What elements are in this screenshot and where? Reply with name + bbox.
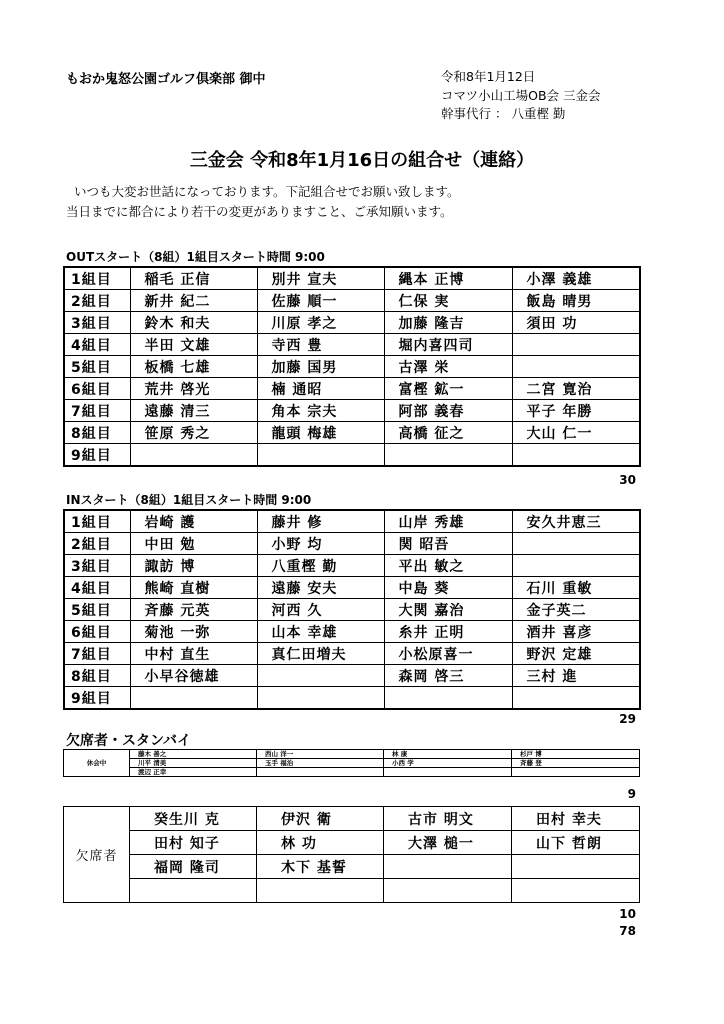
standby-row — [64, 750, 640, 759]
group-row — [64, 444, 640, 467]
intro-line-1: いつも大変お世話になっております。下記組合せでお願い致します。 — [74, 184, 460, 199]
absent-row — [64, 807, 640, 831]
in-pairings-table — [63, 509, 641, 710]
standby-name: 小西 学 — [384, 759, 512, 768]
player-cell: 楠 通昭 — [257, 378, 384, 400]
absent-name: 山下 哲朗 — [512, 831, 640, 855]
player-cell: 荒井 啓光 — [130, 378, 257, 400]
player-cell: 半田 文雄 — [130, 334, 257, 356]
player-cell: 安久井恵三 — [512, 510, 640, 533]
absent-name — [512, 855, 640, 879]
player-cell: 金子英二 — [512, 599, 640, 621]
absent-row-label: 欠席者 — [64, 807, 130, 903]
player-cell: 角本 宗夫 — [257, 400, 384, 422]
absent-row — [64, 879, 640, 903]
total-count: 78 — [619, 924, 636, 938]
standby-name: 杉戸 博 — [512, 750, 640, 759]
player-cell: 新井 紀二 — [130, 290, 257, 312]
group-label: 1組目 — [64, 510, 130, 533]
absent-table — [63, 806, 640, 903]
player-cell: 糸井 正明 — [384, 621, 512, 643]
absent-name — [130, 879, 257, 903]
standby-row-label: 休会中 — [64, 750, 130, 777]
player-cell — [384, 444, 512, 467]
group-row — [64, 621, 640, 643]
player-cell: 諏訪 博 — [130, 555, 257, 577]
group-label: 6組目 — [64, 621, 130, 643]
player-cell: 小野 均 — [257, 533, 384, 555]
player-cell: 縄本 正博 — [384, 267, 512, 290]
group-row — [64, 665, 640, 687]
absent-name — [384, 879, 512, 903]
player-cell: 龍頭 梅雄 — [257, 422, 384, 444]
standby-name — [384, 768, 512, 777]
group-label: 5組目 — [64, 599, 130, 621]
absent-name: 大澤 槌一 — [384, 831, 512, 855]
absent-name: 癸生川 克 — [130, 807, 257, 831]
group-row — [64, 687, 640, 710]
group-label: 6組目 — [64, 378, 130, 400]
player-cell: 中田 勉 — [130, 533, 257, 555]
group-label: 2組目 — [64, 533, 130, 555]
player-cell: 山本 幸雄 — [257, 621, 384, 643]
player-cell: 佐藤 順一 — [257, 290, 384, 312]
letter-date: 令和8年1月12日 — [441, 69, 536, 84]
group-label: 5組目 — [64, 356, 130, 378]
player-cell — [512, 334, 640, 356]
out-pairings-table — [63, 266, 641, 467]
player-cell: 稲毛 正信 — [130, 267, 257, 290]
absent-name: 田村 幸夫 — [512, 807, 640, 831]
group-row — [64, 334, 640, 356]
player-cell — [384, 687, 512, 710]
group-row — [64, 290, 640, 312]
player-cell: 関 昭吾 — [384, 533, 512, 555]
in-count: 29 — [619, 712, 636, 726]
player-cell: 小早谷徳雄 — [130, 665, 257, 687]
group-row — [64, 312, 640, 334]
organizer: 幹事代行 ： 八重樫 勤 — [441, 106, 566, 121]
player-cell: 川原 孝之 — [257, 312, 384, 334]
player-cell: 加藤 隆吉 — [384, 312, 512, 334]
player-cell: 高橋 征之 — [384, 422, 512, 444]
standby-name: 渡辺 正幸 — [130, 768, 257, 777]
group-row — [64, 510, 640, 533]
player-cell: 野沢 定雄 — [512, 643, 640, 665]
absent-name: 田村 知子 — [130, 831, 257, 855]
group-label: 9組目 — [64, 687, 130, 710]
group-label: 4組目 — [64, 334, 130, 356]
group-label: 8組目 — [64, 422, 130, 444]
player-cell — [512, 687, 640, 710]
player-cell — [257, 665, 384, 687]
group-label: 3組目 — [64, 555, 130, 577]
player-cell — [130, 444, 257, 467]
group-row — [64, 267, 640, 290]
group-label: 7組目 — [64, 400, 130, 422]
group-row — [64, 422, 640, 444]
absent-name — [257, 879, 384, 903]
player-cell: 平出 敏之 — [384, 555, 512, 577]
player-cell: 山岸 秀雄 — [384, 510, 512, 533]
player-cell: 笹原 秀之 — [130, 422, 257, 444]
organization: コマツ小山工場OB会 三金会 — [441, 87, 601, 103]
player-cell: 大関 嘉治 — [384, 599, 512, 621]
absent-row — [64, 855, 640, 879]
out-section-label: OUTスタート（8組）1組目スタート時間 9:00 — [66, 250, 325, 264]
player-cell: 遠藤 安夫 — [257, 577, 384, 599]
player-cell: 平子 年勝 — [512, 400, 640, 422]
player-cell: 酒井 喜彦 — [512, 621, 640, 643]
group-label: 4組目 — [64, 577, 130, 599]
player-cell: 中村 直生 — [130, 643, 257, 665]
in-section-label: INスタート（8組）1組目スタート時間 9:00 — [66, 493, 312, 507]
player-cell: 古澤 栄 — [384, 356, 512, 378]
standby-section-label: 欠席者・スタンバイ — [66, 733, 192, 749]
player-cell — [257, 687, 384, 710]
absent-name: 木下 基誓 — [257, 855, 384, 879]
player-cell: 阿部 義春 — [384, 400, 512, 422]
group-row — [64, 599, 640, 621]
recipient: もおか鬼怒公園ゴルフ倶楽部 御中 — [66, 72, 266, 87]
player-cell — [257, 444, 384, 467]
standby-name: 林 康 — [384, 750, 512, 759]
absent-name: 福岡 隆司 — [130, 855, 257, 879]
standby-row — [64, 759, 640, 768]
standby-count: 9 — [627, 787, 636, 801]
player-cell: 森岡 啓三 — [384, 665, 512, 687]
group-row — [64, 643, 640, 665]
absent-name — [384, 855, 512, 879]
absent-name: 伊沢 衛 — [257, 807, 384, 831]
player-cell: 別井 宣夫 — [257, 267, 384, 290]
player-cell — [130, 687, 257, 710]
player-cell: 大山 仁一 — [512, 422, 640, 444]
group-label: 3組目 — [64, 312, 130, 334]
standby-name — [257, 768, 384, 777]
group-label: 9組目 — [64, 444, 130, 467]
absent-name: 林 功 — [257, 831, 384, 855]
group-row — [64, 378, 640, 400]
player-cell: 河西 久 — [257, 599, 384, 621]
player-cell: 岩崎 護 — [130, 510, 257, 533]
player-cell: 八重樫 勤 — [257, 555, 384, 577]
standby-name: 西山 洋一 — [257, 750, 384, 759]
player-cell: 富樫 鉱一 — [384, 378, 512, 400]
player-cell — [512, 356, 640, 378]
absent-count: 10 — [619, 907, 636, 921]
player-cell: 須田 功 — [512, 312, 640, 334]
group-label: 2組目 — [64, 290, 130, 312]
standby-name: 斉藤 登 — [512, 759, 640, 768]
player-cell: 中島 葵 — [384, 577, 512, 599]
standby-name — [512, 768, 640, 777]
player-cell — [512, 444, 640, 467]
player-cell: 加藤 国男 — [257, 356, 384, 378]
intro-text — [66, 182, 460, 222]
player-cell: 板橋 七雄 — [130, 356, 257, 378]
standby-table — [63, 749, 640, 777]
player-cell: 遠藤 清三 — [130, 400, 257, 422]
player-cell — [512, 533, 640, 555]
standby-name: 川平 清美 — [130, 759, 257, 768]
player-cell: 三村 進 — [512, 665, 640, 687]
group-row — [64, 577, 640, 599]
group-label: 7組目 — [64, 643, 130, 665]
sender-block — [441, 68, 601, 124]
absent-name: 古市 明文 — [384, 807, 512, 831]
absent-row — [64, 831, 640, 855]
player-cell: 石川 重敏 — [512, 577, 640, 599]
player-cell: 鈴木 和夫 — [130, 312, 257, 334]
player-cell: 二宮 寛治 — [512, 378, 640, 400]
player-cell: 小澤 義雄 — [512, 267, 640, 290]
group-row — [64, 400, 640, 422]
player-cell: 小松原喜一 — [384, 643, 512, 665]
intro-line-2: 当日までに都合により若干の変更がありますこと、ご承知願います。 — [66, 204, 453, 219]
player-cell — [512, 555, 640, 577]
group-label: 1組目 — [64, 267, 130, 290]
standby-row — [64, 768, 640, 777]
player-cell: 熊崎 直樹 — [130, 577, 257, 599]
player-cell: 飯島 晴男 — [512, 290, 640, 312]
player-cell: 斉藤 元英 — [130, 599, 257, 621]
absent-name — [512, 879, 640, 903]
player-cell: 藤井 修 — [257, 510, 384, 533]
group-row — [64, 555, 640, 577]
player-cell: 寺西 豊 — [257, 334, 384, 356]
player-cell: 仁保 実 — [384, 290, 512, 312]
player-cell: 菊池 一弥 — [130, 621, 257, 643]
standby-name: 藤木 善之 — [130, 750, 257, 759]
standby-name: 玉手 福治 — [257, 759, 384, 768]
page-title: 三金会 令和8年1月16日の組合せ（連絡） — [189, 150, 535, 171]
player-cell: 堀内喜四司 — [384, 334, 512, 356]
group-row — [64, 356, 640, 378]
group-row — [64, 533, 640, 555]
player-cell: 真仁田増夫 — [257, 643, 384, 665]
out-count: 30 — [619, 473, 636, 487]
group-label: 8組目 — [64, 665, 130, 687]
